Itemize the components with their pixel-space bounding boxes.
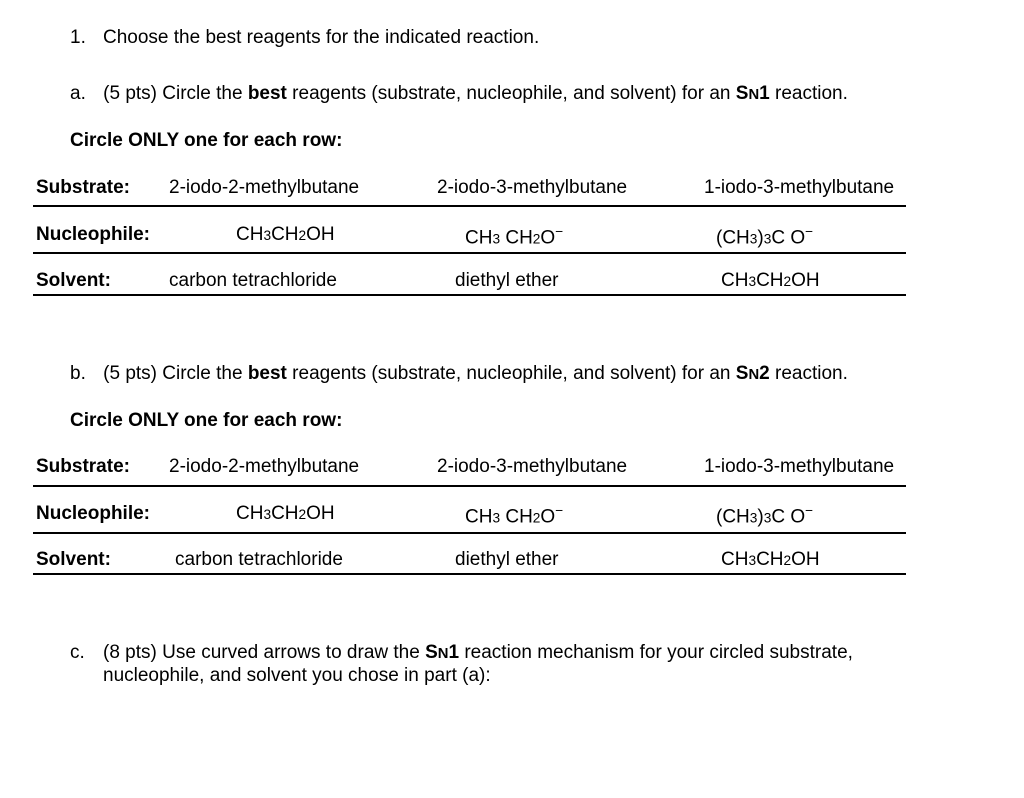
part-a-nucleophile-rule xyxy=(33,252,906,254)
part-b-nucleophile-label: Nucleophile: xyxy=(36,503,151,524)
part-b-prompt-pre: Circle the xyxy=(162,363,248,384)
part-b-nucleophile-option-2[interactable]: CH3 CH2O− xyxy=(465,503,564,528)
part-c-line2: nucleophile, and solvent you chose in part (a): xyxy=(103,665,491,686)
part-b-solvent-rule xyxy=(33,573,906,575)
part-c-prompt-post: reaction mechanism for your circled substrate, xyxy=(459,642,853,663)
part-b-substrate-option-2[interactable]: 2-iodo-3-methylbutane xyxy=(437,456,628,477)
part-a-prompt-end: reaction. xyxy=(769,83,848,104)
part-a-instruction: Circle ONLY one for each row: xyxy=(70,130,343,151)
part-a-substrate-option-2[interactable]: 2-iodo-3-methylbutane xyxy=(437,177,628,198)
part-b-letter: b. xyxy=(70,363,86,384)
part-b-prompt-post: reagents (substrate, nucleophile, and solvent) for an xyxy=(286,363,736,384)
part-a-reaction: SN1 xyxy=(735,83,770,104)
question-number: 1. xyxy=(70,27,86,48)
part-a-solvent-label: Solvent: xyxy=(36,270,111,291)
part-b-substrate-option-3[interactable]: 1-iodo-3-methylbutane xyxy=(704,456,895,477)
part-a-solvent-option-1[interactable]: carbon tetrachloride xyxy=(169,270,337,291)
part-b-solvent-option-2[interactable]: diethyl ether xyxy=(455,549,559,570)
part-b-reaction: SN2 xyxy=(735,363,770,384)
part-b-substrate-option-1[interactable]: 2-iodo-2-methylbutane xyxy=(169,456,360,477)
part-a-nucleophile-option-3[interactable]: (CH3)3C O− xyxy=(716,224,814,249)
part-a-nucleophile-label: Nucleophile: xyxy=(36,224,151,245)
part-a-prompt-pre: Circle the xyxy=(162,83,248,104)
part-b-nucleophile-rule xyxy=(33,532,906,534)
part-c-reaction: SN1 xyxy=(425,642,460,663)
part-a-substrate-option-1[interactable]: 2-iodo-2-methylbutane xyxy=(169,177,360,198)
part-a-solvent-option-2[interactable]: diethyl ether xyxy=(455,270,559,291)
part-b-solvent-label: Solvent: xyxy=(36,549,111,570)
part-a-nucleophile-option-1[interactable]: CH3CH2OH xyxy=(236,224,335,245)
part-a-substrate-rule xyxy=(33,205,906,207)
part-a-prompt xyxy=(70,84,848,103)
part-b-substrate-label: Substrate: xyxy=(36,456,130,477)
part-c-points: (8 pts) xyxy=(103,642,157,663)
part-a-prompt-post: reagents (substrate, nucleophile, and solvent) for an xyxy=(286,83,736,104)
part-c-letter: c. xyxy=(70,642,85,663)
part-a-substrate-label: Substrate: xyxy=(36,177,130,198)
part-a-solvent-rule xyxy=(33,294,906,296)
part-a-letter: a. xyxy=(70,83,86,104)
part-b-solvent-option-3[interactable]: CH3CH2OH xyxy=(721,549,820,570)
part-b-substrate-rule xyxy=(33,485,906,487)
part-b-prompt-bold: best xyxy=(247,363,287,384)
part-b-prompt xyxy=(70,364,848,383)
part-a-substrate-option-3[interactable]: 1-iodo-3-methylbutane xyxy=(704,177,895,198)
part-a-prompt-bold: best xyxy=(247,83,287,104)
question-text: Choose the best reagents for the indicated reaction. xyxy=(103,27,540,48)
part-b-points: (5 pts) xyxy=(103,363,157,384)
part-c-prompt xyxy=(103,643,853,662)
part-a-points: (5 pts) xyxy=(103,83,157,104)
part-b-solvent-option-1[interactable]: carbon tetrachloride xyxy=(175,549,343,570)
part-b-nucleophile-option-3[interactable]: (CH3)3C O− xyxy=(716,503,814,528)
part-b-nucleophile-option-1[interactable]: CH3CH2OH xyxy=(236,503,335,524)
part-c-prompt-pre: Use curved arrows to draw the xyxy=(156,642,426,663)
part-a-nucleophile-option-2[interactable]: CH3 CH2O− xyxy=(465,224,564,249)
part-b-prompt-end: reaction. xyxy=(769,363,848,384)
part-b-instruction: Circle ONLY one for each row: xyxy=(70,410,343,431)
part-a-solvent-option-3[interactable]: CH3CH2OH xyxy=(721,270,820,291)
